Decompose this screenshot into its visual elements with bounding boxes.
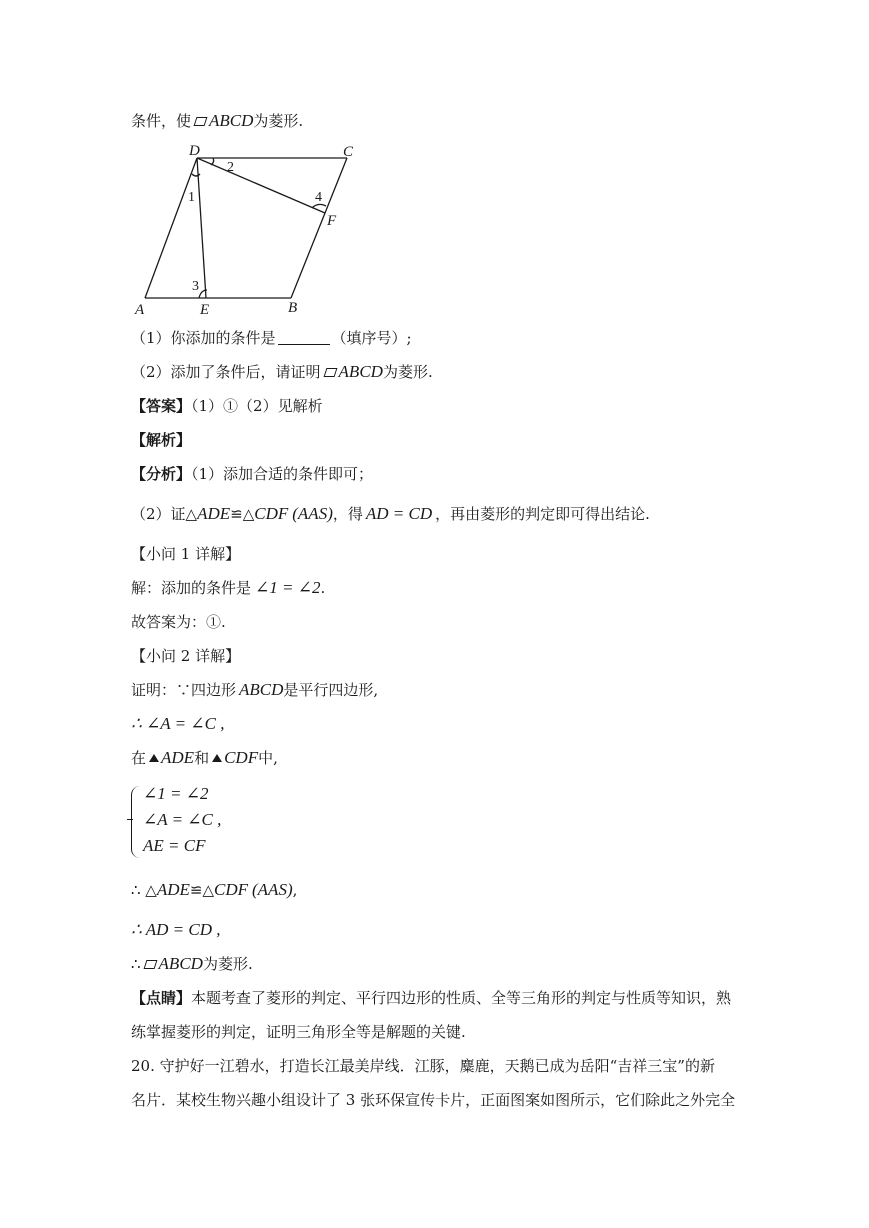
congruent-symbol: ≌△ (189, 881, 215, 899)
triangle-ADE: ADE (161, 748, 195, 767)
label-D: D (189, 143, 200, 159)
figure-name: ABCD (158, 954, 203, 973)
analysis-tag: 【解析】 (131, 431, 192, 449)
solution-1-text: 解：添加的条件是 (131, 579, 252, 597)
question-1-end: （填序号）; (331, 329, 412, 347)
fenxi-tag: 【分析】 (131, 465, 192, 483)
segment-DF (197, 158, 325, 213)
parallelogram-symbol-icon (194, 117, 208, 126)
answer-tag: 【答案】 (131, 397, 192, 415)
label-F: F (327, 213, 337, 229)
fenxi2-pre: （2）证 (131, 505, 186, 523)
triangle-symbol-icon (212, 754, 222, 762)
question-2-text: （2）添加了条件后，请证明 (131, 363, 321, 381)
aas-reason: (AAS) (292, 504, 333, 523)
triangle-CDF: CDF (224, 748, 259, 767)
comment-tag: 【点睛】 (131, 989, 192, 1007)
label-B: B (288, 300, 298, 316)
proof-line-1 (131, 680, 378, 700)
question-2-end: 为菱形. (382, 363, 433, 381)
conclusion-1 (131, 880, 297, 900)
label-angle-2: 2 (227, 160, 234, 175)
parallelogram-symbol-icon (323, 368, 337, 377)
intro-text-end: 为菱形. (253, 112, 304, 130)
triangle-symbol-icon: △ (185, 505, 198, 523)
proof-line-3-end: 中, (258, 749, 278, 767)
system-line-2: ∠A = ∠C , (143, 810, 222, 829)
fenxi2-post: ，再由菱形的判定即可得出结论. (435, 505, 650, 523)
label-C: C (343, 144, 354, 160)
angle-2-arc (211, 158, 214, 165)
congruent-symbol: ≌ (230, 505, 243, 523)
proof-line-3 (131, 748, 278, 768)
conclusion-1-pre: ∴ △ (131, 881, 157, 899)
conclusion-3 (131, 954, 253, 974)
comment-text-1: 本题考查了菱形的判定、平行四边形的性质、全等三角形的判定与性质等知识，熟 (191, 989, 732, 1007)
label-angle-1: 1 (188, 190, 195, 205)
label-angle-4: 4 (315, 190, 322, 205)
conclusion-3-pre: ∴ (131, 955, 141, 973)
system-brace-tip (127, 819, 133, 820)
label-angle-3: 3 (192, 279, 199, 294)
fenxi-line (131, 464, 373, 484)
proof-line-1-text: 证明：∵四边形 (131, 681, 237, 699)
segment-DE (197, 158, 206, 298)
solution-1-answer: 故答案为：①. (131, 613, 226, 631)
triangle-CDF: CDF (254, 504, 289, 523)
conclusion-1-end: , (292, 881, 298, 899)
solution-1 (131, 578, 325, 598)
label-A: A (135, 302, 145, 318)
answer-blank (278, 329, 330, 345)
triangle-symbol-icon: △ (242, 505, 255, 523)
intro-line (131, 111, 303, 131)
proof-line-1-end: 是平行四边形, (283, 681, 379, 699)
sub-question-1-heading: 【小问 1 详解】 (131, 545, 241, 563)
equation-AD-CD: AD = CD (365, 504, 433, 523)
question-1-text: （1）你添加的条件是 (131, 329, 276, 347)
proof-line-3-mid: 和 (194, 749, 210, 767)
figure-name: ABCD (209, 111, 254, 130)
answer-line (131, 396, 323, 416)
triangle-symbol-icon (149, 754, 159, 762)
system-line-1: ∠1 = ∠2 (143, 784, 209, 803)
figure-name: ABCD (338, 362, 383, 381)
answer-text: （1）①（2）见解析 (191, 397, 323, 415)
system-line-3: AE = CF (143, 836, 206, 855)
question-20-line-2: 名片．某校生物兴趣小组设计了 3 张环保宣传卡片，正面图案如图所示，它们除此之外完全 (131, 1091, 736, 1109)
conclusion-2: ∴ AD = CD , (131, 920, 221, 939)
solution-1-end: . (320, 579, 326, 597)
parallelogram-symbol-icon (143, 960, 157, 969)
segment-AD (145, 158, 197, 298)
triangle-ADE: ADE (197, 504, 231, 523)
angle-1-arc (192, 174, 200, 176)
system-brace (131, 786, 140, 858)
proof-line-3-text: 在 (131, 749, 147, 767)
comment-line-1 (131, 988, 731, 1008)
question-20-line-1: 20. 守护好一江碧水，打造长江最美岸线．江豚，麋鹿，天鹅已成为岳阳“吉祥三宝”的新 (131, 1057, 715, 1075)
triangle-CDF: CDF (214, 880, 249, 899)
fenxi-line-2 (131, 504, 650, 524)
sub-question-2-heading: 【小问 2 详解】 (131, 647, 241, 665)
triangle-ADE: ADE (156, 880, 190, 899)
question-1 (131, 328, 412, 348)
segment-CB (291, 158, 347, 298)
question-2 (131, 362, 433, 382)
intro-text: 条件，使 (131, 112, 192, 130)
fenxi2-mid: ，得 (332, 505, 363, 523)
proof-line-2: ∴ ∠A = ∠C , (131, 714, 225, 733)
comment-line-2: 练掌握菱形的判定，证明三角形全等是解题的关键. (131, 1023, 466, 1041)
equation-angle1-angle2: ∠1 = ∠2 (255, 578, 321, 597)
aas-reason: (AAS) (252, 880, 293, 899)
conclusion-3-end: 为菱形. (202, 955, 253, 973)
geometry-figure (131, 138, 371, 318)
label-E: E (200, 302, 210, 318)
fenxi-text: （1）添加合适的条件即可； (191, 465, 374, 483)
figure-name: ABCD (239, 680, 284, 699)
